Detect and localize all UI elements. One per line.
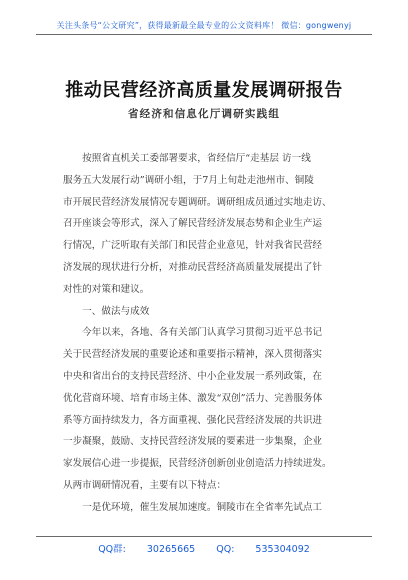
body-line: 服务五大发展行动”调研小组，于7月上旬赴走池州市、铜陵: [63, 174, 314, 186]
body-line: 系等方面持续发力，各方面重视、强化民营经济发展的共识进: [63, 414, 323, 426]
footer-contact-note: QQ群: 30265665 QQ: 535304092: [98, 544, 310, 555]
header-divider: [36, 34, 372, 35]
body-line: 市开展民营经济发展情况专题调研。调研组成员通过实地走访、: [63, 196, 332, 208]
document-body: [63, 148, 349, 519]
section-heading: 一、做法与成效: [63, 305, 150, 317]
body-line: 关于民营经济发展的重要论述和重要指示精神，深入贯彻落实: [63, 349, 323, 361]
body-line: 一是优环境，催生发展加速度。铜陵市在全省率先试点工: [63, 501, 323, 513]
body-line: 从两市调研情况看，主要有以下特点：: [63, 479, 227, 491]
footer-divider: [36, 536, 372, 537]
body-line: 对性的对策和建议。: [63, 283, 150, 295]
document-title: 推动民营经济高质量发展调研报告: [65, 80, 343, 101]
body-line: 中央和省出台的支持民营经济、中小企业发展一系列政策，在: [63, 370, 323, 382]
header-promo-note: 关注头条号“公文研究”，获得最新最全最专业的公文资料库！ 微信：gongwenyj: [56, 21, 352, 30]
body-line: 行情况，广泛听取有关部门和民营企业意见，针对我省民营经: [63, 240, 323, 252]
body-line: 召开座谈会等形式，深入了解民营经济发展态势和企业生产运: [63, 218, 323, 230]
body-line: 家发展信心进一步提振，民营经济创新创业创造活力持续迸发。: [63, 458, 332, 470]
body-line: 一步凝聚，鼓励、支持民营经济发展的要素进一步集聚，企业: [63, 436, 323, 448]
body-line: 按照省直机关工委部署要求，省经信厅“走基层 访一线: [63, 153, 311, 164]
document-author: 省经济和信息化厅调研实践组: [127, 108, 281, 120]
body-line: 优化营商环境、培育市场主体、激发“双创”活力、完善服务体: [63, 392, 323, 404]
body-line: 济发展的现状进行分析，对推动民营经济高质量发展提出了针: [63, 261, 323, 273]
body-line: 今年以来，各地、各有关部门认真学习贯彻习近平总书记: [63, 327, 323, 339]
